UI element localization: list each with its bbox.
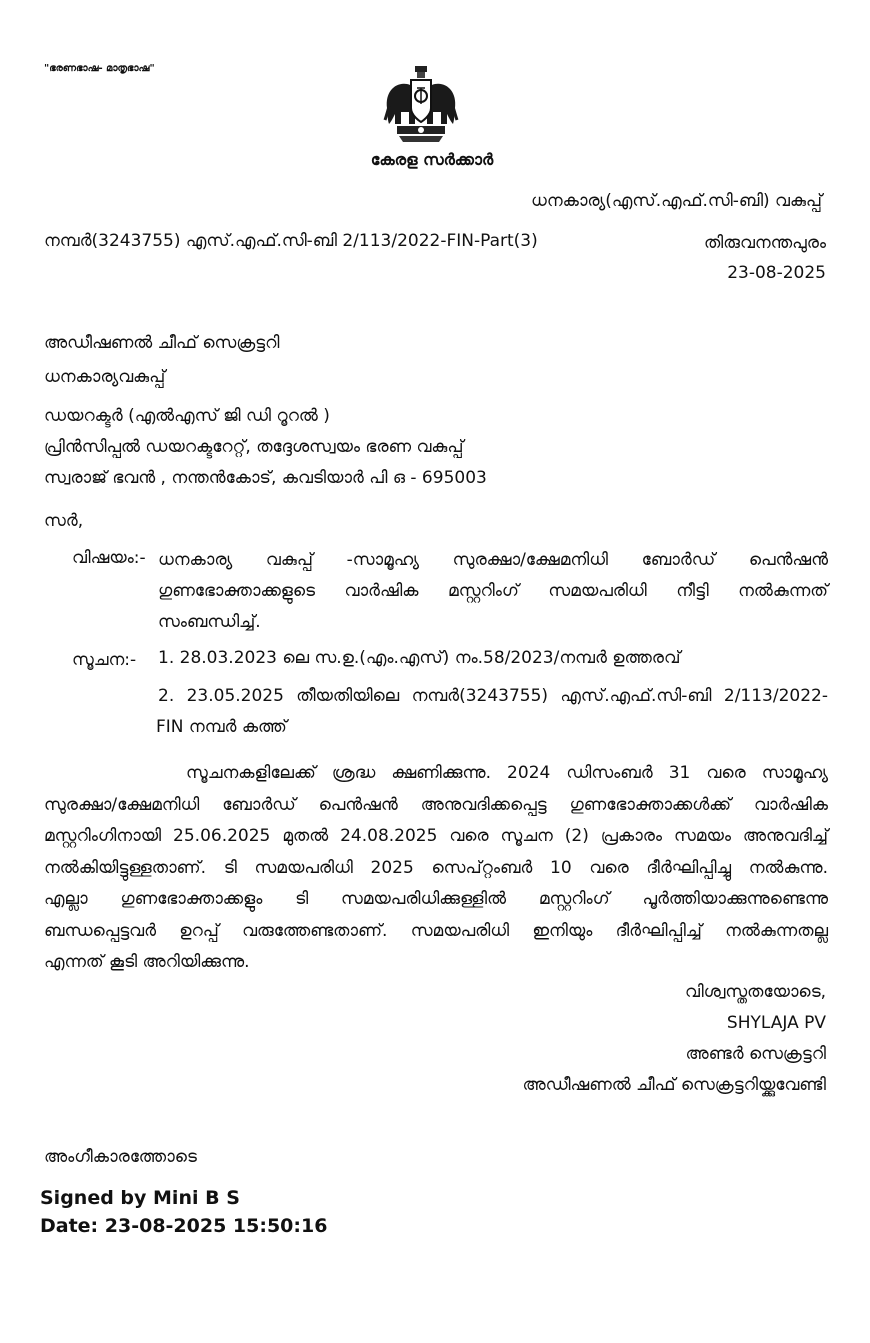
kerala-state-emblem-icon [381, 64, 461, 144]
signed-by: Signed by Mini B S [40, 1187, 240, 1209]
body-line-6: ബന്ധപ്പെട്ടവർ ഉറപ്പ് വരുത്തേണ്ടതാണ്. സമയപരിധി ഇനിയും ദീർഘിപ്പിച്ച് നൽകുന്നതല്ല [44, 920, 828, 941]
body-line-2: സുരക്ഷാ/ക്ഷേമനിധി ബോർഡ് പെൻഷൻ അനുവദിക്കപ്പെട്ട ഗുണഭോക്താക്കൾക്ക് വാർഷിക [44, 794, 828, 815]
recipient-line-1: ഡയറക്ടർ (എൽഎസ് ജി ഡി റൂറൽ ) [44, 406, 330, 426]
body-line-4: നൽകിയിട്ടുള്ളതാണ്. ടി സമയപരിധി 2025 സെപ്റ്റംബർ 10 വരെ ദീർഘിപ്പിച്ചു നൽകുന്നു. [44, 857, 828, 878]
reference-item-1: 1. 28.03.2023 ലെ സ.ഉ.(എം.എസ്) നം.58/2023/നമ്പർ ഉത്തരവ് [158, 648, 681, 668]
reference-number: നമ്പർ(3243755) എസ്.എഫ്.സി-ബി 2/113/2022-FIN-Part(3) [44, 231, 538, 251]
reference-item-2-line-1: 2. 23.05.2025 തീയതിയിലെ നമ്പർ(3243755) എസ്.എഫ്.സി-ബി 2/113/2022- [158, 686, 828, 706]
approval-note: അംഗീകാരത്തോടെ [44, 1147, 197, 1167]
place: തിരുവനന്തപുരം [704, 233, 826, 253]
references-label: സൂചന:- [72, 650, 137, 670]
signatory-designation: അണ്ടർ സെക്രട്ടറി [685, 1044, 826, 1064]
signatory-name: SHYLAJA PV [726, 1013, 826, 1033]
subject-text [158, 545, 828, 638]
reference-item-2-line-2: FIN നമ്പർ കത്ത് [156, 717, 287, 737]
subject-line-2: ഗുണഭോക്താക്കളുടെ വാർഷിക മസ്റ്ററിംഗ് സമയപരിധി നീട്ടി നൽകുന്നത് [158, 581, 829, 601]
digital-signature-block [40, 1184, 327, 1240]
body-line-1: സൂചനകളിലേക്ക് ശ്രദ്ധ ക്ഷണിക്കുന്നു. 2024 ഡിസംബർ 31 വരെ സാമൂഹ്യ [186, 763, 828, 783]
body-line-7: എന്നത് കൂടി അറിയിക്കുന്നു. [44, 952, 250, 972]
on-behalf-of: അഡീഷണൽ ചീഫ് സെക്രട്ടറിയ്ക്കുവേണ്ടി [522, 1075, 826, 1095]
recipient-line-3: സ്വരാജ് ഭവൻ , നന്തൻകോട്, കവടിയാർ പി ഒ - 695003 [44, 468, 487, 488]
salutation: സർ, [44, 511, 84, 531]
department-name: ധനകാര്യ(എസ്.എഫ്.സി-ബി) വകുപ്പ് [531, 191, 822, 211]
subject-label: വിഷയം:- [72, 548, 146, 568]
letter-date: 23-08-2025 [727, 263, 826, 283]
letter-body [44, 758, 828, 979]
recipient-line-2: പ്രിൻസിപ്പൽ ഡയറക്ടറേറ്റ്, തദ്ദേശസ്വയം ഭരണ വകുപ്പ് [44, 437, 464, 457]
signature-date: Date: 23-08-2025 15:50:16 [40, 1215, 328, 1237]
body-line-5: എല്ലാ ഗുണഭോക്താക്കളും ടി സമയപരിധിക്കുള്ളിൽ മസ്റ്ററിംഗ് പൂർത്തിയാക്കുന്നുണ്ടെന്നു [44, 889, 828, 909]
sender-designation: അഡീഷണൽ ചീഫ് സെക്രട്ടറി [44, 333, 280, 353]
subject-line-1: ധനകാര്യ വകുപ്പ് -സാമൂഹ്യ സുരക്ഷാ/ക്ഷേമനിധി ബോർഡ് പെൻഷൻ [158, 550, 828, 570]
official-language-motto: "ഭരണഭാഷ- മാതൃഭാഷ" [44, 63, 155, 74]
valediction: വിശ്വസ്തതയോടെ, [685, 982, 826, 1002]
government-name: കേരള സർക്കാർ [370, 150, 494, 169]
reference-item-2 [158, 681, 828, 743]
body-line-3: മസ്റ്ററിംഗിനായി 25.06.2025 മുതൽ 24.08.2025 വരെ സൂചന (2) പ്രകാരം സമയം അനുവദിച്ച് [44, 826, 828, 846]
sender-department: ധനകാര്യവകുപ്പ് [44, 367, 166, 387]
subject-line-3: സംബന്ധിച്ച്. [158, 612, 261, 632]
